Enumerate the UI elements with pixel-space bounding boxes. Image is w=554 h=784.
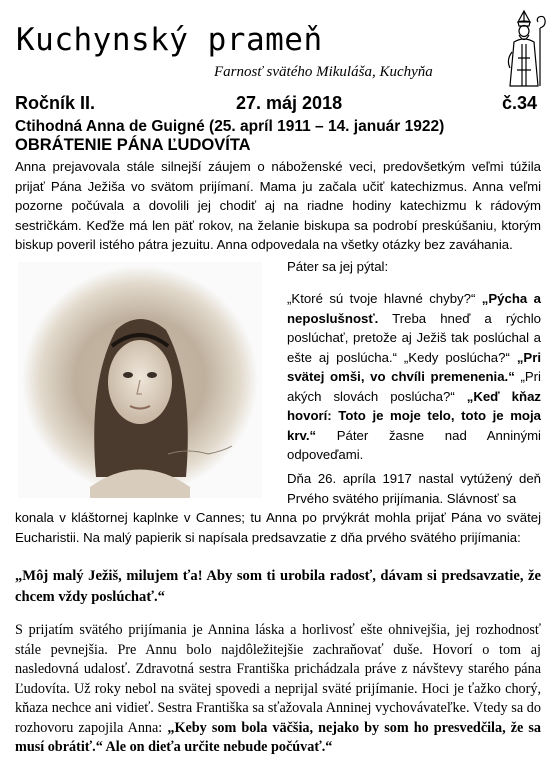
issue-number: č.34 [502, 93, 538, 113]
dialog-paragraph [287, 289, 541, 465]
article-heading: OBRÁTENIE PÁNA ĽUDOVÍTA [15, 136, 251, 154]
final-paragraph-text: S prijatím svätého prijímania je Annina láska a horlivosť ešte ohnivejšia, jej rozhodnosť stále pevnejšia. Pre Annu bolo najdôležitejšie zachraňovať duše. Hovorí o tom aj nasledovná udalosť. Zdravotná sestra Františka prichádzala práve z návštevy starého pána Ľudovíta. Už roky nebol na svätej spovedi a neprijal sväté prijímanie. Hoci je ťažko chorý, kňaza nechce ani vidieť. Sestra Františka sa sťažovala Anninej vychovávateľke. Vtedy sa do rozhovoru zapojila Anna: [15, 622, 541, 736]
dialog-segment: „Pri akých slovách poslúcha?“ [287, 369, 541, 404]
dialog-segment: „Pýcha a neposlušnosť. [287, 291, 541, 326]
issue-volume: Ročník II. [15, 93, 96, 113]
portrait-photo [18, 262, 262, 498]
dialog-segment: „Keď kňaz hovorí: Toto je moje telo, toto je moja krv.“ [287, 388, 541, 443]
dialog-segment: Páter žasne nad Anninými odpoveďami. [287, 427, 541, 462]
dialog-segment: „Ktoré sú tvoje hlavné chyby?“ [287, 291, 482, 306]
resolution-quote: „Môj malý Ježiš, milujem ťa! Aby som ti urobila radosť, dávam si predsavzatie, že chcem vždy poslúchať.“ [15, 568, 541, 605]
issue-date: 27. máj 2018 [236, 93, 343, 113]
final-paragraph [15, 621, 541, 758]
article-author-line: Ctihodná Anna de Guigné (25. apríl 1911 – 14. január 1922) [15, 118, 445, 135]
saint-nicholas-logo-icon [500, 8, 550, 90]
pater-asked-text: Páter sa jej pýtal: [287, 259, 389, 274]
final-quote: „Keby som bola väčšia, nejako by som ho presvedčila, že sa musí obrátiť.“ Ale on dieťa určite nebude počúvať.“ [15, 719, 542, 755]
masthead-title: Kuchynský prameň [16, 22, 323, 58]
dialog-segment: Treba hneď a rýchlo poslúchať, pretože aj Ježiš tak poslúchal a ešte aj poslúcha.“ „Kedy poslúcha?“ [287, 310, 541, 365]
intro-paragraph: Anna prejavovala stále silnejší záujem o náboženské veci, predovšetkým veľmi túžila prijať Pána Ježiša vo svätom prijímaní. Mama ju začala učiť katechizmus. Anna veľmi pozorne počúvala a dovolili jej chodiť aj na riadne hodiny katechizmu k rádovým sestričkám. Keďže má len päť rokov, na želanie biskupa sa podrobí preskúšaniu, ktorým biskup poveril istého pátra jezuitu. Anna odpovedala na všetky otázky bez zaváhania. [15, 159, 541, 252]
dialog-segment: „Pri svätej omši, vo chvíli premenenia.“ [287, 349, 541, 384]
masthead-subtitle: Farnosť svätého Mikuláša, Kuchyňa [214, 64, 433, 80]
communion-paragraph-part2: konala v kláštornej kaplnke v Cannes; tu Anna po prvýkrát mohla prijať Pána vo svätej Eucharistii. Na malý papierik si napísala predsavzatie z dňa prvého svätého prijímania: [15, 510, 541, 545]
communion-paragraph-part1: Dňa 26. apríla 1917 nastal vytúžený deň Prvého svätého prijímania. Slávnosť sa [287, 471, 541, 506]
